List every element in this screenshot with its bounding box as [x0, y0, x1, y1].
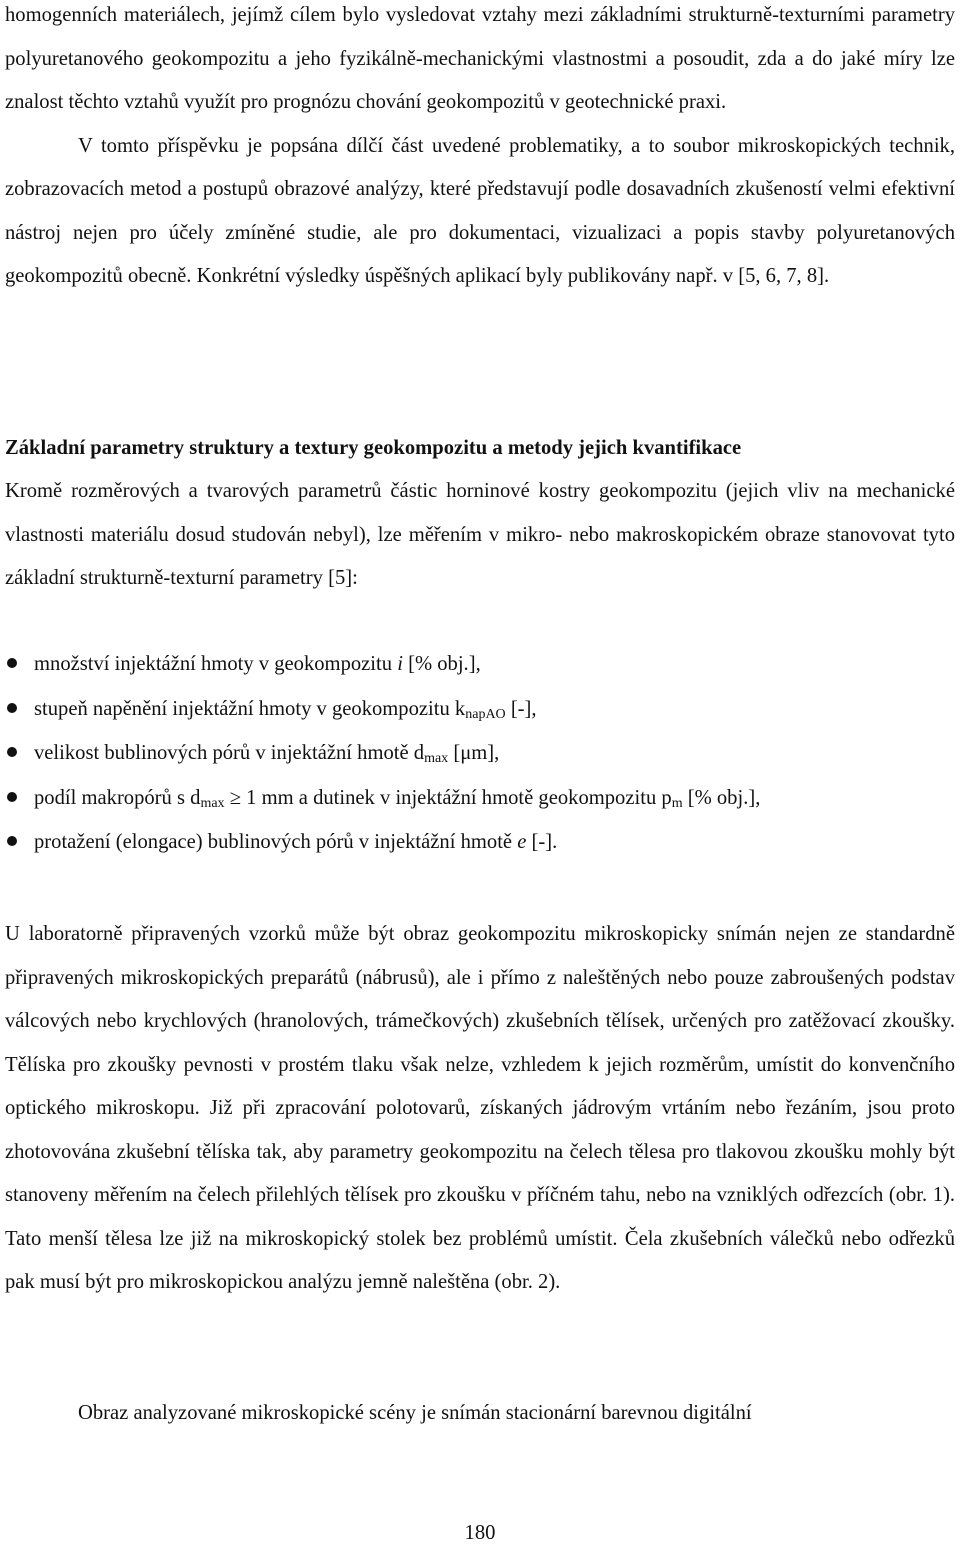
- section-heading: Základní parametry struktury a textury geokompozitu a metody jejich kvantifikace: [5, 437, 742, 459]
- bullet-icon: [7, 658, 17, 668]
- section-intro-paragraph: Kromě rozměrových a tvarových parametrů částic horninové kostry geokompozitu (jejich vliv na mechanické vlastnosti materiálu dosud studován nebyl), lze měřením v mikro- nebo makroskopickém obraze stanovovat tyto základní strukturně-texturní parametry [5]:: [5, 480, 955, 589]
- parameter-list: [5, 642, 955, 865]
- paragraph-continuation: homogenních materiálech, jejímž cílem bylo vysledovat vztahy mezi základními strukturně-texturními parametry polyuretanového geokompozitu a jeho fyzikálně-mechanickými vlastnostmi a posoudit, zda a do jaké míry lze znalost těchto vztahů využít pro prognózu chování geokompozitů v geotechnické praxi.: [5, 4, 955, 113]
- list-item: protažení (elongace) bublinových pórů v injektážní hmotě e [-].: [5, 820, 955, 865]
- list-item: stupeň napěnění injektážní hmoty v geokompozitu $k_{napAO}$ [-],: [5, 687, 955, 732]
- bullet-icon: [7, 747, 17, 757]
- list-item: množství injektážní hmoty v geokompozitu i [% obj.],: [5, 642, 955, 687]
- bullet-icon: [7, 792, 17, 802]
- list-item: podíl makropórů s $d_{max} \ge 1$ mm a dutinek v injektážní hmotě geokompozitu $p_m$ [% obj.],: [5, 776, 955, 821]
- paragraph-scope: V tomto příspěvku je popsána dílčí část uvedené problematiky, a to soubor mikroskopických technik, zobrazovacích metod a postupů obrazové analýzy, které představují podle dosavadních zkušeností velmi efektivní nástroj nejen pro účely zmíněné studie, ale pro dokumentaci, vizualizaci a popis stavby polyuretanových geokompozitů obecně. Konkrétní výsledky úspěšných aplikací byly publikovány např. v [5, 6, 7, 8].: [5, 134, 955, 287]
- imaging-paragraph: Obraz analyzované mikroskopické scény je snímán stacionární barevnou digitální: [78, 1402, 752, 1424]
- list-item: velikost bublinových pórů v injektážní hmotě $d_{max}$ [μm],: [5, 731, 955, 776]
- bullet-icon: [7, 836, 17, 846]
- specimen-preparation-paragraph: U laboratorně připravených vzorků může být obraz geokompozitu mikroskopicky snímán nejen ze standardně připravených mikroskopických preparátů (nábrusů), ale i přímo z naleštěných nebo pouze zabroušených podstav válcových nebo krychlových (hranolových, trámečkových) zkušebních tělísek, určených pro zatěžovací zkoušky. Tělíska pro zkoušky pevnosti v prostém tlaku však nelze, vzhledem k jejich rozměrům, umístit do konvenčního optického mikroskopu. Již při zpracování polotovarů, získaných jádrovým vrtáním nebo řezáním, jsou proto zhotovována zkušební tělíska tak, aby parametry geokompozitu na čelech tělesa pro tlakovou zkoušku mohly být stanoveny měřením na čelech přilehlých tělísek pro zkoušku v příčném tahu, nebo na vzniklých odřezcích (obr. 1). Tato menší tělesa lze již na mikroskopický stolek bez problémů umístit. Čela zkušebních válečků nebo odřezků pak musí být pro mikroskopickou analýzu jemně naleštěna (obr. 2).: [5, 923, 955, 1293]
- bullet-icon: [7, 703, 17, 713]
- page-number: 180: [464, 1522, 496, 1544]
- intro-paragraphs: [5, 0, 955, 299]
